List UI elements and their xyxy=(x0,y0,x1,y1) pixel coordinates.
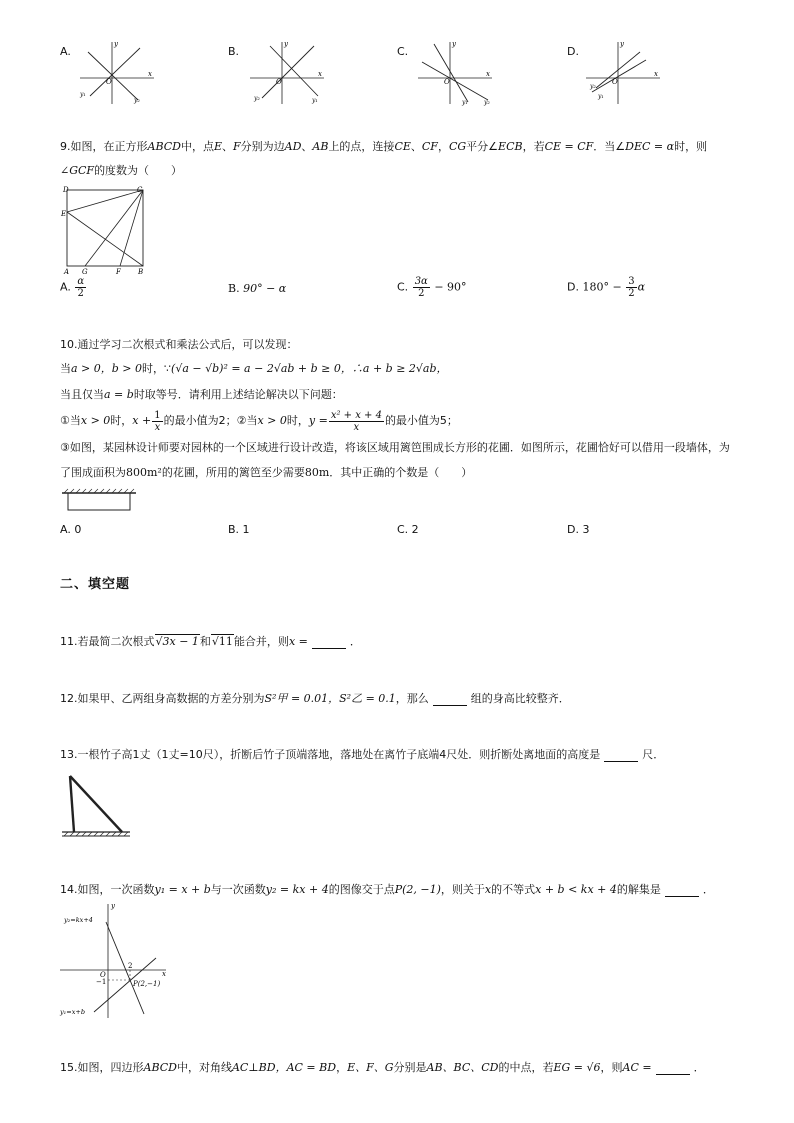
svg-text:y: y xyxy=(114,40,118,48)
q15-stem: 15.如图，四边形ABCD中，对角线AC⊥BD，AC = BD，E、F、G分别是AB、BC、CD的中点，若EG = √6，则AC = ． xyxy=(60,1061,705,1074)
q9-stem-line1: 9.如图，在正方形ABCD中，点E、F分别为边AD、AB上的点，连接CE、CF，CG平分∠ECB，若CE = CF．当∠DEC = α时，则 xyxy=(60,140,708,153)
svg-text:P(2,−1): P(2,−1) xyxy=(133,980,161,988)
svg-text:y₁: y₁ xyxy=(312,97,318,104)
q14-graph-figure xyxy=(58,900,170,1022)
q10-option-a[interactable]: A. 0 xyxy=(60,523,82,536)
q8-graph-c xyxy=(416,38,496,106)
svg-text:y: y xyxy=(452,40,456,48)
svg-text:O: O xyxy=(106,78,112,86)
svg-text:O: O xyxy=(444,78,450,86)
svg-text:y: y xyxy=(111,902,115,910)
q9-option-c[interactable]: C. $\frac{3\alpha}{2}$ − 90° xyxy=(397,276,467,299)
q9-option-b[interactable]: B. 90° − α xyxy=(228,282,287,295)
q10-garden-figure xyxy=(60,488,140,514)
svg-text:y: y xyxy=(284,40,288,48)
q12-answer-blank[interactable] xyxy=(433,695,467,706)
q8-option-a-label: A. xyxy=(60,45,71,58)
q13-answer-blank[interactable] xyxy=(604,751,638,762)
svg-text:A: A xyxy=(64,268,70,276)
q11-stem: 11.若最简二次根式√3x − 1和√11能合并，则x = ． xyxy=(60,635,361,648)
svg-text:2: 2 xyxy=(128,962,133,970)
q10-line1: 10.通过学习二次根式和乘法公式后，可以发现： xyxy=(60,338,298,351)
svg-text:y₁: y₁ xyxy=(80,91,86,98)
q10-option-c[interactable]: C. 2 xyxy=(397,523,419,536)
q14-stem: 14.如图，一次函数y₁ = x + b与一次函数y₂ = kx + 4的图像交于点P(2, −1)，则关于x的不等式x + b < kx + 4的解集是 ． xyxy=(60,883,714,896)
q8-option-c-label: C. xyxy=(397,45,409,58)
q10-line4: ①当x > 0时，x + $\frac{1}{x}$ 的最小值为2；②当x > 0时，y = $\frac{\text{x² + x + 4}}{x}$ 的最小值为5； xyxy=(60,409,458,433)
q10-line2: 当a > 0，b > 0时，∵(√a − √b)² = a − 2√ab + b ≥ 0，∴a + b ≥ 2√ab， xyxy=(60,362,448,375)
q8-graph-d xyxy=(584,38,664,106)
svg-text:x: x xyxy=(654,70,658,78)
svg-text:O: O xyxy=(612,78,618,86)
q8-option-d-label: D. xyxy=(567,45,579,58)
q9-square-figure xyxy=(58,184,150,276)
q10-line5: ③如图，某园林设计师要对园林的一个区域进行设计改造，将该区域用篱笆围成长方形的花圃．如图所示，花圃恰好可以借用一段墙体，为 xyxy=(60,441,730,454)
svg-text:x: x xyxy=(148,70,152,78)
q10-line3: 当且仅当a = b时取等号．请利用上述结论解决以下问题： xyxy=(60,388,343,401)
q14-answer-blank[interactable] xyxy=(665,886,699,897)
svg-text:y₂: y₂ xyxy=(590,83,596,90)
svg-text:C: C xyxy=(137,186,143,194)
svg-text:−1: −1 xyxy=(96,978,107,986)
q8-graph-a xyxy=(78,38,158,106)
q10-line6: 了围成面积为800m²的花圃，所用的篱笆至少需要80m．其中正确的个数是（ ） xyxy=(60,466,473,479)
svg-text:y₁=x+b: y₁=x+b xyxy=(60,1008,85,1016)
q12-stem: 12.如果甲、乙两组身高数据的方差分别为S²甲 = 0.01，S²乙 = 0.1，那么 组的身高比较整齐． xyxy=(60,692,570,705)
svg-text:x: x xyxy=(486,70,490,78)
svg-text:F: F xyxy=(116,268,121,276)
svg-text:E: E xyxy=(61,210,67,218)
svg-text:B: B xyxy=(138,268,144,276)
svg-text:y₂: y₂ xyxy=(254,95,260,102)
svg-text:G: G xyxy=(82,268,88,276)
q9-option-a[interactable]: A. $\frac{\alpha}{2}$ xyxy=(60,276,85,299)
q8-option-b-label: B. xyxy=(228,45,240,58)
q9-stem-line2: ∠GCF的度数为（ ） xyxy=(60,164,183,177)
q8-graph-b xyxy=(248,38,328,106)
svg-text:O: O xyxy=(276,78,282,86)
q10-option-b[interactable]: B. 1 xyxy=(228,523,250,536)
svg-text:y₂=kx+4: y₂=kx+4 xyxy=(64,916,93,924)
svg-text:y₂: y₂ xyxy=(134,97,140,104)
svg-text:y₁: y₁ xyxy=(462,99,468,106)
q13-stem: 13.一根竹子高1丈（1丈=10尺），折断后竹子顶端落地，落地处在离竹子底端4尺处．则折断处离地面的高度是 尺． xyxy=(60,748,665,761)
svg-text:x: x xyxy=(162,970,166,978)
q11-answer-blank[interactable] xyxy=(312,638,346,649)
q13-bamboo-figure xyxy=(60,770,132,842)
q10-option-d[interactable]: D. 3 xyxy=(567,523,590,536)
svg-text:y: y xyxy=(620,40,624,48)
svg-text:O: O xyxy=(100,971,106,979)
svg-text:x: x xyxy=(318,70,322,78)
svg-text:D: D xyxy=(63,186,69,194)
svg-text:y₂: y₂ xyxy=(484,99,490,106)
q9-option-d[interactable]: D. 180° − $\frac{3}{2}$ α xyxy=(567,276,645,299)
q15-answer-blank[interactable] xyxy=(656,1064,690,1075)
svg-text:y₁: y₁ xyxy=(598,93,604,100)
section-title: 二、填空题 xyxy=(60,577,131,592)
